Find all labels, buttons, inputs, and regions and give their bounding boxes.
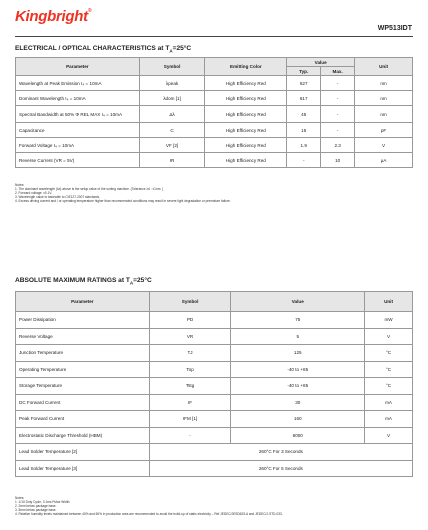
- cell-param: Wavelength at Peak Emission I₄ = 10mA: [16, 76, 140, 91]
- cell-param: Power Dissipation: [16, 312, 150, 329]
- col-header-typ: Typ.: [287, 67, 321, 76]
- cell-unit: μA: [355, 153, 413, 168]
- elec-row: [16, 76, 413, 91]
- cell-param: Forward Voltage I₄ = 10mA: [16, 138, 140, 153]
- elec-section-title: ELECTRICAL / OPTICAL CHARACTERISTICS at $T_A=25^\circ C$: [15, 45, 192, 54]
- cell-symbol: Top: [149, 361, 231, 378]
- abs-notes: [15, 496, 283, 516]
- notes-label: Notes:: [15, 183, 25, 187]
- cell-symbol: Tstg: [149, 378, 231, 395]
- cell-param: Capacitance: [16, 123, 140, 138]
- col-header-parameter: Parameter: [16, 58, 140, 76]
- abs-row: [16, 427, 413, 444]
- cell-value: 5: [231, 328, 365, 345]
- cell-param: Storage Temperature: [16, 378, 150, 395]
- cell-color: High Efficiency Red: [205, 153, 287, 168]
- cell-max: -: [321, 123, 355, 138]
- cell-typ: -: [287, 153, 321, 168]
- elec-row: [16, 106, 413, 123]
- cell-unit: °C: [365, 345, 413, 362]
- cell-value: 8000: [231, 427, 365, 444]
- col-header-unit: Unit: [355, 58, 413, 76]
- abs-row: [16, 312, 413, 329]
- cell-param: Reverse Current (VR = 5V): [16, 153, 140, 168]
- cell-symbol: -: [149, 427, 231, 444]
- cell-symbol: PD: [149, 312, 231, 329]
- cell-max: -: [321, 106, 355, 123]
- note-line: 3. Wavelength value is traceable to CIE127-2007 standards.: [15, 195, 100, 200]
- note-line: 3. 5mm below package base.: [15, 508, 57, 513]
- elec-table: [15, 57, 413, 168]
- cell-value: -40 to +85: [231, 361, 365, 378]
- notes-label: Notes:: [15, 496, 25, 500]
- cell-value: 160: [231, 411, 365, 428]
- cell-unit: V: [365, 427, 413, 444]
- cell-color: High Efficiency Red: [205, 123, 287, 138]
- cell-symbol: IF: [149, 394, 231, 411]
- cell-max: -: [321, 76, 355, 91]
- note-line: 2. 2mm below package base.: [15, 504, 57, 509]
- cell-unit: pF: [355, 123, 413, 138]
- cell-value: 260°C For 5 Seconds: [149, 460, 412, 477]
- elec-notes: [15, 183, 231, 203]
- cell-color: High Efficiency Red: [205, 106, 287, 123]
- col-header-unit: Unit: [365, 292, 413, 312]
- cell-unit: mA: [365, 411, 413, 428]
- cell-param: Operating Temperature: [16, 361, 150, 378]
- abs-row: [16, 345, 413, 362]
- abs-row: [16, 411, 413, 428]
- cell-max: -: [321, 91, 355, 106]
- cell-typ: 617: [287, 91, 321, 106]
- col-header-max: Max.: [321, 67, 355, 76]
- note-line: 4. Relative humidity levels maintained between 40% and 60% in production area are recommended to avoid the build-up of static electricity – Ref JEDEC/JESD625-A and JEDEC/J-STD-033.: [15, 512, 283, 517]
- abs-row: [16, 444, 413, 461]
- cell-unit: mW: [365, 312, 413, 329]
- cell-param: Reverse Voltage: [16, 328, 150, 345]
- cell-symbol: λdom [1]: [139, 91, 205, 106]
- elec-row: [16, 91, 413, 106]
- cell-value: -40 to +85: [231, 378, 365, 395]
- cell-param: Dominant Wavelength I₄ = 10mA: [16, 91, 140, 106]
- elec-row: [16, 153, 413, 168]
- cell-param: Peak Forward Current: [16, 411, 150, 428]
- cell-param: Lead Solder Temperature [2]: [16, 444, 150, 461]
- abs-section-title: ABSOLUTE MAXIMUM RATINGS at $T_A=25^\circ C$: [15, 277, 152, 286]
- cell-unit: °C: [365, 361, 413, 378]
- cell-symbol: IR: [139, 153, 205, 168]
- cell-symbol: TJ: [149, 345, 231, 362]
- cell-typ: 627: [287, 76, 321, 91]
- note-line: 4. Excess driving current and / or operating temperature higher than recommended conditions may result in severe light degradation or premature failure.: [15, 199, 231, 204]
- cell-unit: °C: [365, 378, 413, 395]
- cell-symbol: IFM [1]: [149, 411, 231, 428]
- brand-logo: Kingbright®: [15, 8, 92, 25]
- cell-symbol: VR: [149, 328, 231, 345]
- cell-param: Lead Solder Temperature [3]: [16, 460, 150, 477]
- cell-color: High Efficiency Red: [205, 76, 287, 91]
- col-header-parameter: Parameter: [16, 292, 150, 312]
- abs-row: [16, 328, 413, 345]
- abs-row: [16, 394, 413, 411]
- cell-max: 10: [321, 153, 355, 168]
- cell-color: High Efficiency Red: [205, 138, 287, 153]
- cell-symbol: Δλ: [139, 106, 205, 123]
- cell-value: 125: [231, 345, 365, 362]
- abs-row: [16, 361, 413, 378]
- header-divider: [15, 36, 413, 37]
- cell-symbol: VF [2]: [139, 138, 205, 153]
- cell-unit: nm: [355, 91, 413, 106]
- elec-row: [16, 123, 413, 138]
- cell-typ: 1.9: [287, 138, 321, 153]
- cell-value: 75: [231, 312, 365, 329]
- col-header-symbol: Symbol: [149, 292, 231, 312]
- cell-param: Spectral Bandwidth at 50% Φ REL MAX I₄ = 10mA: [16, 106, 140, 123]
- col-header-value: Value: [231, 292, 365, 312]
- cell-unit: V: [365, 328, 413, 345]
- col-header-symbol: Symbol: [139, 58, 205, 76]
- cell-param: Junction Temperature: [16, 345, 150, 362]
- abs-table: [15, 291, 413, 477]
- note-line: 1. The dominant wavelength (λd) above is the setup value of the sorting machine. (Tolerance λd : ±1nm. ): [15, 187, 164, 192]
- cell-value: 260°C For 3 Seconds: [149, 444, 412, 461]
- part-number: WP513IDT: [377, 25, 412, 32]
- cell-unit: V: [355, 138, 413, 153]
- elec-header-row: [16, 58, 413, 67]
- abs-row: [16, 378, 413, 395]
- cell-value: 30: [231, 394, 365, 411]
- col-header-color: Emitting Color: [205, 58, 287, 76]
- cell-param: DC Forward Current: [16, 394, 150, 411]
- abs-row: [16, 460, 413, 477]
- abs-header-row: [16, 292, 413, 312]
- elec-row: [16, 138, 413, 153]
- cell-typ: 15: [287, 123, 321, 138]
- cell-color: High Efficiency Red: [205, 91, 287, 106]
- cell-unit: mA: [365, 394, 413, 411]
- cell-unit: nm: [355, 106, 413, 123]
- cell-max: 2.3: [321, 138, 355, 153]
- cell-symbol: C: [139, 123, 205, 138]
- cell-symbol: λpeak: [139, 76, 205, 91]
- note-line: 1. 1/10 Duty Cycle, 0.1ms Pulse Width.: [15, 500, 71, 505]
- note-line: 2. Forward voltage: ±0.1V.: [15, 191, 53, 196]
- cell-typ: 45: [287, 106, 321, 123]
- cell-unit: nm: [355, 76, 413, 91]
- col-header-value: Value: [287, 58, 355, 67]
- cell-param: Electrostatic Discharge Threshold (HBM): [16, 427, 150, 444]
